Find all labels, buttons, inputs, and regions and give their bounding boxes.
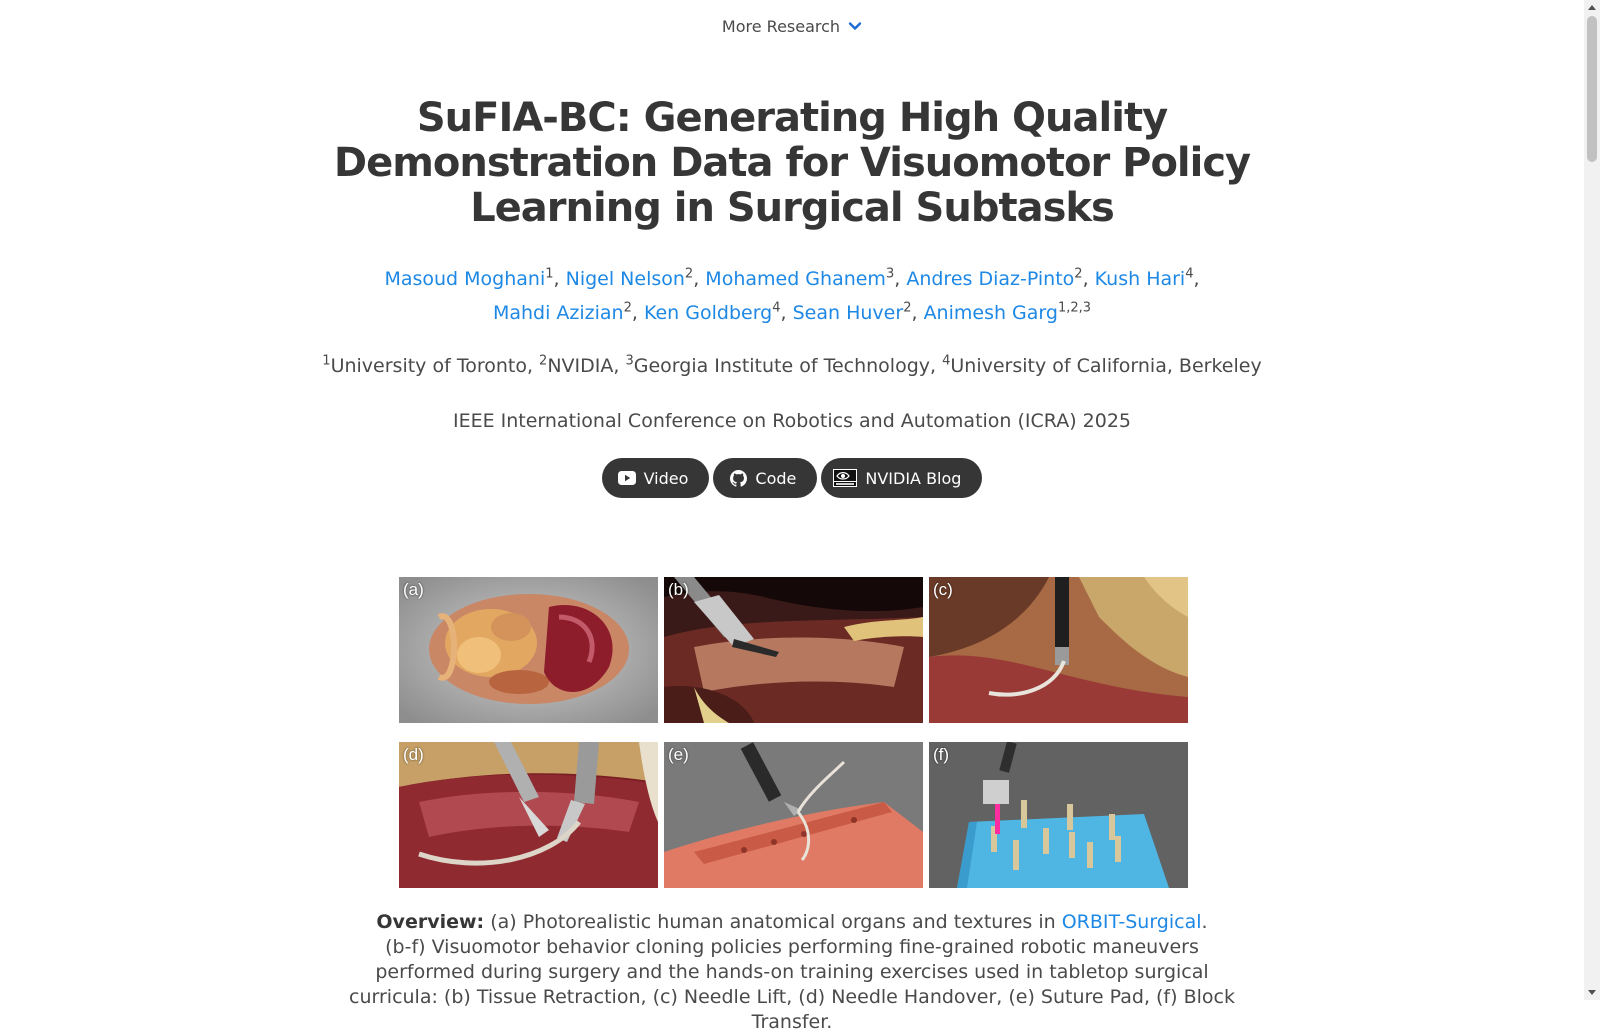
organs-image [399, 577, 658, 723]
github-icon [729, 469, 747, 487]
figure-panel-needle-lift [929, 577, 1188, 723]
author-link[interactable]: Nigel Nelson [565, 268, 685, 290]
figure-panel-block-transfer [929, 742, 1188, 888]
figure-panel-tissue-retraction [664, 577, 923, 723]
caption-line1-end: . [1201, 911, 1208, 933]
author-affiliation-number: 3 [885, 266, 895, 282]
scroll-down-arrow-icon[interactable] [1588, 990, 1596, 995]
overview-figure-grid [399, 577, 1189, 888]
chevron-down-icon [848, 19, 862, 33]
more-research-label: More Research [721, 16, 841, 36]
author-affiliation-number: 2 [1074, 266, 1083, 282]
author-list: Masoud Moghani$^1$, Nigel Nelson$^2$, Mohamed Ghanem$^3$, Andres Diaz-Pinto$^2$, Kush Hari$^4$, Mahdi Azizian$^2$, Ken Goldberg$^4$, Sean Huver$^2$, Animesh Garg$^{1,2,3}$ [384, 266, 1200, 324]
needle-handover-image [399, 742, 658, 888]
author-link[interactable]: Ken Goldberg [643, 302, 773, 324]
caption-line2: (b-f) Visuomotor behavior cloning policies performing fine-grained robotic maneuvers performed during surgery and the hands-on training exercises used in tabletop surgical curricula: (b) Tissue Retraction, (c) Needle Lift, (d) Needle Handover, (e) Suture Pad, (f) Block Transfer. [349, 936, 1235, 1033]
figure-label: (a) [403, 580, 424, 599]
author-affiliation-number: 1,2,3 [1057, 300, 1092, 316]
video-button-label: Video [643, 468, 689, 488]
author-link[interactable]: Sean Huver [792, 302, 904, 324]
figure-panel-needle-handover [399, 742, 658, 888]
author-affiliation-number: 4 [772, 300, 781, 316]
figure-panel-organs [399, 577, 658, 723]
affiliation-name: Georgia Institute of Technology [633, 355, 931, 377]
affiliation-number: 4 [942, 353, 951, 369]
block-transfer-image [929, 742, 1188, 888]
nvidia-blog-button-label: NVIDIA Blog [865, 468, 962, 488]
caption-line1: (a) Photorealistic human anatomical organs and textures in [490, 911, 1056, 933]
figure-label: (c) [933, 580, 953, 599]
tissue-retraction-image [664, 577, 923, 723]
caption-heading: Overview: [376, 911, 485, 933]
youtube-icon [618, 469, 636, 487]
link-buttons [0, 458, 1584, 498]
page-title: SuFIA-BC: Generating High Quality Demonstration Data for Visuomotor Policy Learning in Surgical Subtasks [333, 95, 1251, 231]
author-link[interactable]: Masoud Moghani [384, 268, 546, 290]
more-research-dropdown[interactable] [722, 17, 862, 36]
figure-label: (b) [668, 580, 689, 599]
author-link[interactable]: Andres Diaz-Pinto [906, 268, 1075, 290]
code-button[interactable] [713, 458, 817, 498]
author-link[interactable]: Kush Hari [1094, 268, 1186, 290]
affiliation-number: 3 [625, 353, 634, 369]
author-affiliation-number: 2 [903, 300, 912, 316]
scroll-up-arrow-icon[interactable] [1588, 5, 1596, 10]
affiliation-name: University of California, Berkeley [950, 355, 1262, 377]
video-button[interactable] [602, 458, 710, 498]
author-affiliation-number: 1 [545, 266, 554, 282]
author-affiliation-number: 2 [623, 300, 632, 316]
author-link[interactable]: Animesh Garg [923, 302, 1058, 324]
author-link[interactable]: Mahdi Azizian [492, 302, 624, 324]
figure-panel-suture-pad [664, 742, 923, 888]
nvidia-blog-button[interactable] [821, 458, 982, 498]
suture-pad-image [664, 742, 923, 888]
figure-label: (e) [668, 745, 689, 764]
affiliation-name: NVIDIA [547, 355, 614, 377]
scrollbar-thumb[interactable] [1587, 16, 1597, 162]
vertical-scrollbar[interactable] [1584, 0, 1600, 1000]
figure-label: (d) [403, 745, 424, 764]
affiliation-number: 1 [322, 353, 331, 369]
affiliation-name: University of Toronto [330, 355, 527, 377]
figure-label: (f) [933, 745, 950, 764]
affiliation-number: 2 [539, 353, 548, 369]
code-button-label: Code [755, 468, 797, 488]
navbar [0, 0, 1584, 52]
author-affiliation-number: 2 [684, 266, 694, 282]
needle-lift-image [929, 577, 1188, 723]
orbit-surgical-link[interactable]: ORBIT-Surgical [1061, 911, 1202, 933]
conference-venue: IEEE International Conference on Robotics and Automation (ICRA) 2025 [452, 410, 1132, 432]
overview-caption [340, 910, 1244, 1035]
nvidia-logo-icon [833, 469, 857, 487]
author-link[interactable]: Mohamed Ghanem [705, 268, 886, 290]
affiliation-list: $^1$University of Toronto, $^2$NVIDIA, $^3$Georgia Institute of Technology, $^4$University of California, Berkeley [322, 353, 1262, 377]
author-affiliation-number: 4 [1185, 266, 1194, 282]
